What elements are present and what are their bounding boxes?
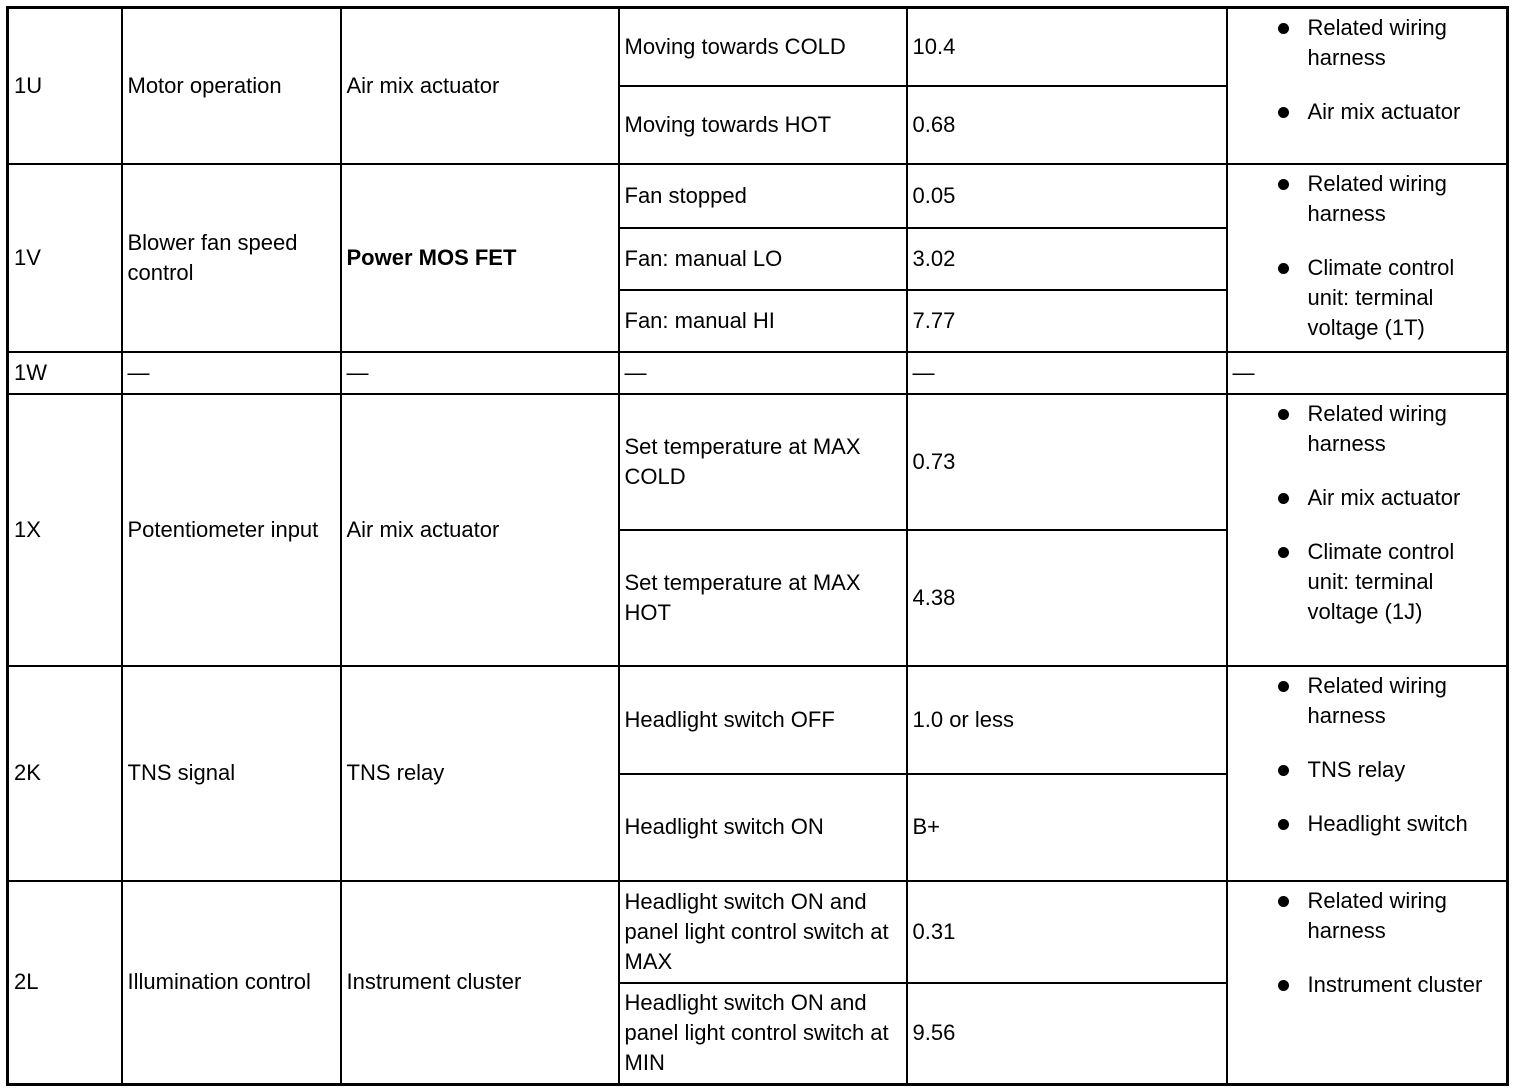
condition-cell: Fan: manual HI: [619, 290, 907, 352]
voltage-cell: 4.38: [907, 530, 1227, 666]
bullet-icon: [1278, 23, 1289, 34]
table-row: [8, 394, 1508, 530]
connected-to-cell: TNS relay: [341, 666, 619, 881]
table-row: [8, 164, 1508, 228]
voltage-cell: 9.56: [907, 983, 1227, 1085]
voltage-cell: 0.68: [907, 86, 1227, 164]
bullet-icon: [1278, 980, 1289, 991]
inspection-item: Headlight switch: [1233, 809, 1502, 839]
connected-to-cell: Air mix actuator: [341, 394, 619, 666]
condition-cell: Headlight switch ON: [619, 774, 907, 881]
voltage-cell: —: [907, 352, 1227, 394]
voltage-cell: B+: [907, 774, 1227, 881]
terminal-cell: 2L: [8, 881, 122, 1085]
inspection-cell: —: [1227, 352, 1508, 394]
condition-cell: Set temperature at MAX HOT: [619, 530, 907, 666]
signal-cell: TNS signal: [122, 666, 341, 881]
condition-cell: Moving towards COLD: [619, 8, 907, 86]
signal-cell: Illumination control: [122, 881, 341, 1085]
terminal-cell: 2K: [8, 666, 122, 881]
terminal-cell: 1X: [8, 394, 122, 666]
condition-cell: Fan stopped: [619, 164, 907, 228]
bullet-icon: [1278, 896, 1289, 907]
terminal-cell: 1U: [8, 8, 122, 164]
condition-cell: Moving towards HOT: [619, 86, 907, 164]
connected-to-cell: —: [341, 352, 619, 394]
inspection-item: Related wiring harness: [1233, 886, 1502, 946]
voltage-cell: 10.4: [907, 8, 1227, 86]
voltage-cell: 3.02: [907, 228, 1227, 290]
bullet-icon: [1278, 409, 1289, 420]
table-row: [8, 352, 1508, 394]
connected-to-cell: Power MOS FET: [341, 164, 619, 352]
voltage-cell: 0.31: [907, 881, 1227, 983]
table-row: [8, 881, 1508, 983]
condition-cell: Set temperature at MAX COLD: [619, 394, 907, 530]
connected-to-cell: Air mix actuator: [341, 8, 619, 164]
voltage-cell: 1.0 or less: [907, 666, 1227, 774]
signal-cell: Blower fan speed control: [122, 164, 341, 352]
condition-cell: Headlight switch ON and panel light control switch at MAX: [619, 881, 907, 983]
inspection-cell: [1227, 666, 1508, 881]
bullet-icon: [1278, 547, 1289, 558]
inspection-item: Related wiring harness: [1233, 399, 1502, 459]
inspection-cell: [1227, 394, 1508, 666]
condition-cell: —: [619, 352, 907, 394]
inspection-item: Climate control unit: terminal voltage (1T): [1233, 253, 1502, 343]
inspection-item: Climate control unit: terminal voltage (1J): [1233, 537, 1502, 627]
inspection-item: Air mix actuator: [1233, 483, 1502, 513]
voltage-cell: 0.73: [907, 394, 1227, 530]
signal-cell: —: [122, 352, 341, 394]
terminal-voltage-table: [6, 6, 1509, 1086]
bullet-icon: [1278, 765, 1289, 776]
inspection-item: Air mix actuator: [1233, 97, 1502, 127]
inspection-item: TNS relay: [1233, 755, 1502, 785]
voltage-cell: 7.77: [907, 290, 1227, 352]
table-row: [8, 666, 1508, 774]
table-row: [8, 8, 1508, 86]
voltage-cell: 0.05: [907, 164, 1227, 228]
condition-cell: Fan: manual LO: [619, 228, 907, 290]
signal-cell: Motor operation: [122, 8, 341, 164]
inspection-item: Related wiring harness: [1233, 671, 1502, 731]
inspection-item: Instrument cluster: [1233, 970, 1502, 1000]
connected-to-cell: Instrument cluster: [341, 881, 619, 1085]
bullet-icon: [1278, 819, 1289, 830]
terminal-cell: 1W: [8, 352, 122, 394]
inspection-item: Related wiring harness: [1233, 169, 1502, 229]
bullet-icon: [1278, 681, 1289, 692]
terminal-cell: 1V: [8, 164, 122, 352]
inspection-cell: [1227, 164, 1508, 352]
condition-cell: Headlight switch ON and panel light control switch at MIN: [619, 983, 907, 1085]
inspection-cell: [1227, 8, 1508, 164]
bullet-icon: [1278, 179, 1289, 190]
bullet-icon: [1278, 107, 1289, 118]
inspection-item: Related wiring harness: [1233, 13, 1502, 73]
inspection-cell: [1227, 881, 1508, 1085]
bullet-icon: [1278, 493, 1289, 504]
condition-cell: Headlight switch OFF: [619, 666, 907, 774]
signal-cell: Potentiometer input: [122, 394, 341, 666]
bullet-icon: [1278, 263, 1289, 274]
